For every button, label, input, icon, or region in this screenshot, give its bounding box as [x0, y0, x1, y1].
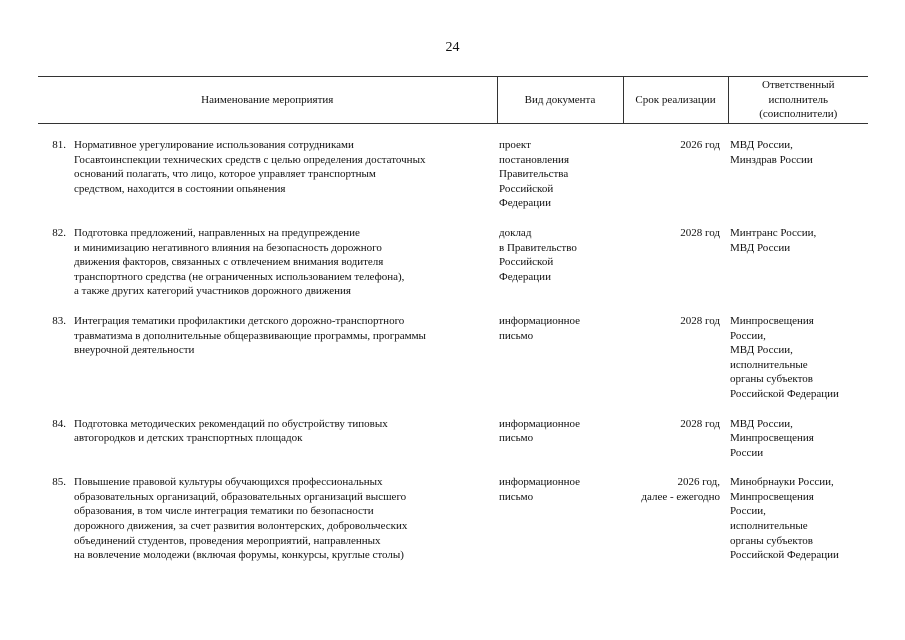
measure-name: Повышение правовой культуры обучающихся профессиональных образовательных организаций, образовательных организаций высшего образования, в том числе интеграция тематики по безопасности дорожного движения, за счет развития волонтерских, добровольческих объединений студентов, проведения мероприятий, направленных на вовлечение молодежи (включая форумы, конкурсы, круглые столы) — [74, 476, 408, 562]
document-type: доклад в Правительство Российской Федерации — [499, 226, 577, 283]
header-term: Срок реализации — [623, 77, 728, 124]
document-type: проект постановления Правительства Российской Федерации — [499, 139, 570, 210]
responsible-executor: МВД России, Минпросвещения России — [730, 417, 814, 459]
row-number: 84. — [52, 417, 66, 430]
table-row — [38, 124, 868, 226]
implementation-term: 2028 год — [680, 314, 720, 327]
measure-name: Подготовка предложений, направленных на предупреждение и минимизацию негативного влияния на безопасность дорожного движения факторов, связанных с отвлечением внимания водителя транспортного средства (не ограниченных использованием телефона), а также других категорий участников дорожного движения — [74, 226, 405, 298]
header-doc-type: Вид документа — [497, 77, 623, 124]
table-row — [38, 314, 868, 417]
responsible-executor: Минпросвещения России, МВД России, исполнительные органы субъектов Российской Федерации — [730, 314, 839, 400]
row-number: 83. — [52, 314, 66, 327]
page-number: 24 — [445, 40, 460, 55]
responsible-executor: МВД России, Минздрав России — [730, 139, 813, 166]
measure-name: Интеграция тематики профилактики детского дорожно-транспортного травматизма в дополнительные общеразвивающие программы, программы внеурочной деятельности — [74, 314, 426, 357]
table-row — [38, 417, 868, 476]
responsible-executor: Минтранс России, МВД России — [730, 226, 817, 254]
responsible-executor: Минобрнауки России, Минпросвещения России, исполнительные органы субъектов Российской Федерации — [730, 476, 839, 562]
measure-name: Нормативное урегулирование использования сотрудниками Госавтоинспекции технических средств с целью определения достаточных оснований полагать, что лицо, которое управляет транспортным средством, находится в состоянии опьянения — [74, 139, 426, 195]
measures-table — [38, 76, 868, 578]
table-header-row — [38, 77, 868, 124]
implementation-term: 2028 год — [680, 417, 720, 430]
row-number: 81. — [52, 139, 66, 151]
implementation-term: 2028 год — [680, 226, 720, 239]
implementation-term: 2026 год, далее - ежегодно — [641, 476, 720, 503]
row-number: 82. — [52, 226, 66, 239]
measure-name: Подготовка методических рекомендаций по обустройству типовых автогородков и детских транспортных площадок — [74, 417, 388, 445]
table-row — [38, 475, 868, 578]
document-type: информационное письмо — [499, 476, 581, 503]
header-responsible: Ответственный исполнитель (соисполнители) — [728, 77, 868, 124]
row-number: 85. — [52, 476, 66, 489]
implementation-term: 2026 год — [680, 139, 720, 151]
document-type: информационное письмо — [499, 314, 581, 342]
header-name: Наименование мероприятия — [38, 77, 497, 124]
table-row — [38, 226, 868, 314]
document-type: информационное письмо — [499, 417, 581, 445]
